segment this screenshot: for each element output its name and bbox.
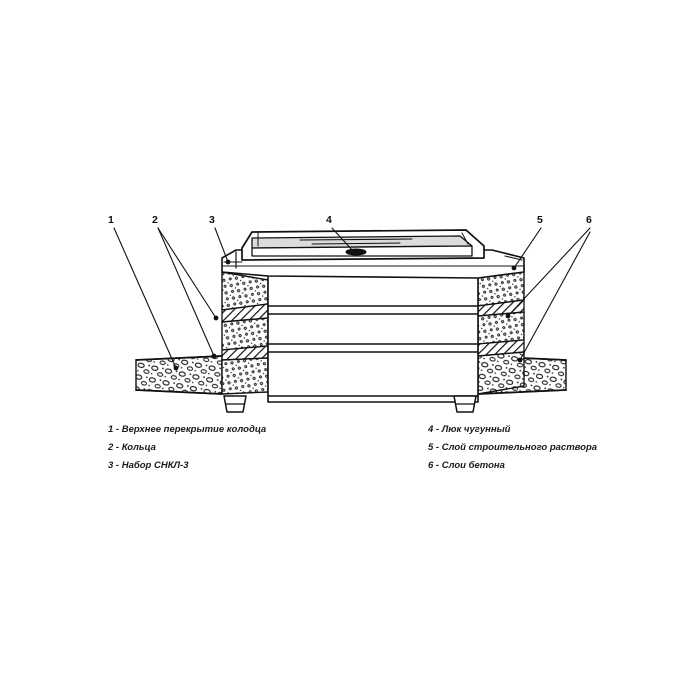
callout-number-5: 5 — [537, 214, 543, 226]
callout-number-4: 4 — [326, 214, 332, 226]
ground-slab-left — [136, 356, 222, 394]
callout-number-1: 1 — [108, 214, 114, 226]
concrete-layers-right — [478, 268, 524, 394]
callout-number-6: 6 — [586, 214, 592, 226]
legend-item-1: 1 - Верхнее перекрытие колодца — [108, 424, 267, 435]
legend-item-3: 3 - Набор СНКЛ-3 — [108, 460, 189, 471]
legend-item-4: 4 - Люк чугунный — [428, 424, 511, 435]
shaft-body — [268, 274, 478, 402]
legend-column-right — [428, 423, 628, 472]
legend-item-5: 5 - Слой строительного раствора — [428, 442, 598, 453]
rings-left — [222, 272, 268, 394]
legend-item-2: 2 - Кольца — [108, 442, 156, 453]
legend — [108, 423, 628, 472]
legend-item-6: 6 - Слои бетона — [428, 460, 505, 471]
callout-number-2: 2 — [152, 214, 158, 226]
drawing-geometry — [114, 228, 590, 412]
legend-column-left — [108, 423, 428, 472]
callout-number-3: 3 — [209, 214, 215, 226]
cast-iron-hatch — [242, 230, 484, 260]
